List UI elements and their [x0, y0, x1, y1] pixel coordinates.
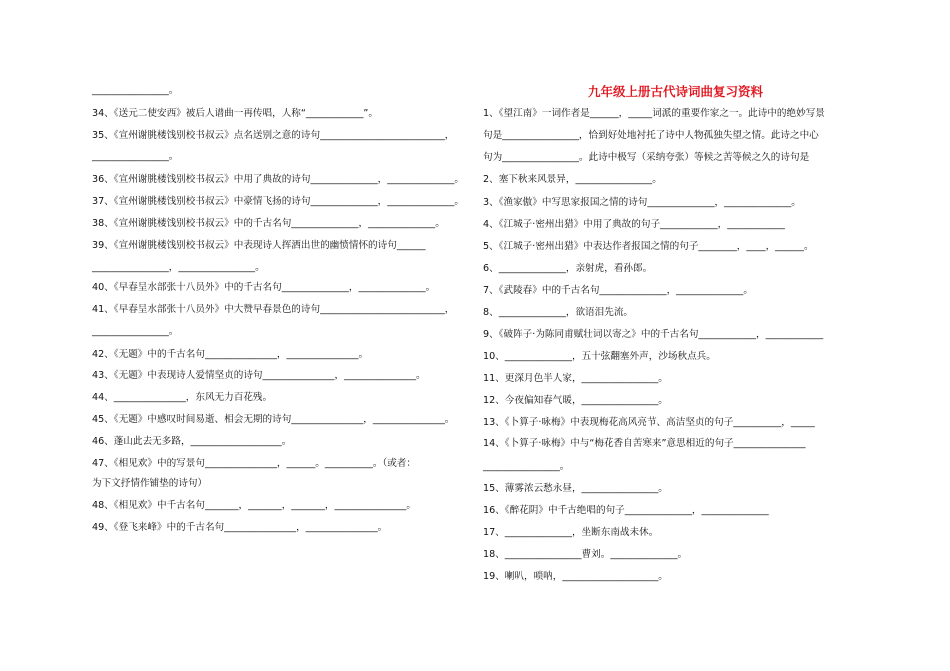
right-line: 9、《破阵子·为陈同甫赋壮词以寄之》中的千古名句____________，____________	[483, 329, 824, 340]
left-line: 39、《宣州谢朓楼饯别校书叔云》中表现诗人挥洒出世的幽愤情怀的诗句______	[92, 240, 426, 251]
left-line: 34、《送元二使安西》被后人谱曲一再传唱，人称“____________”。	[92, 108, 378, 119]
left-line: 35、《宣州谢朓楼饯别校书叔云》点名送别之意的诗句__________________________，	[92, 130, 455, 141]
right-line: 14、《卜算子·咏梅》中与“梅花香自苦寒来”意思相近的句子_______________	[483, 438, 806, 449]
left-line: 47、《相见欢》中的写景句_______________，______。__________。（或者：	[92, 458, 416, 469]
left-line: 37、《宣州谢朓楼饯别校书叔云》中豪情飞扬的诗句______________，______________。	[92, 196, 464, 207]
right-line: 5、《江城子·密州出猎》中表达作者报国之情的句子________，____，______。	[483, 241, 814, 252]
right-line: 12、今夜偏知春气暖，________________。	[483, 395, 668, 406]
right-line: 句为________________。此诗中极写（采纳夸张）等候之苦等候之久的诗句是	[483, 152, 810, 163]
left-line: ________________。	[92, 326, 179, 337]
right-line: 15、薄雾浓云愁永昼，________________。	[483, 483, 668, 494]
right-line: 11、更深月色半人家，________________。	[483, 373, 668, 384]
right-line: 3、《渔家傲》中写思家报国之情的诗句______________，______________。	[483, 197, 801, 208]
left-line: 46、蓬山此去无多路，___________________。	[92, 436, 292, 447]
left-line: ________________。	[92, 85, 179, 96]
left-line: 42、《无题》中的千古名句_______________，_______________。	[92, 349, 369, 360]
left-line: 为下文抒情作铺垫的诗句）	[92, 478, 208, 489]
left-line: ________________。	[92, 151, 179, 162]
left-line: 36、《宣州谢朓楼饯别校书叔云》中用了典故的诗句______________，______________。	[92, 174, 464, 185]
right-line: 2、塞下秋来风景异，________________。	[483, 174, 662, 185]
right-line: 4、《江城子·密州出猎》中用了典故的句子____________，____________	[483, 219, 785, 230]
left-line: 40、《早春呈水部张十八员外》中的千古名句______________，______________。	[92, 282, 436, 293]
right-line: 13、《卜算子·咏梅》中表现梅花高风亮节、高洁坚贞的句子__________，_____	[483, 417, 815, 428]
left-line: 45、《无题》中感叹时间易逝、相会无期的诗句_______________，_______________。	[92, 414, 455, 425]
right-line: 8、______________，欲语泪先流。	[483, 307, 634, 318]
right-line: 1、《望江南》一词作者是______，_____词派的重要作家之一。此诗中的绝妙写景	[483, 108, 825, 119]
right-line: 17、______________，坐断东南战未休。	[483, 527, 659, 538]
right-line: 6、______________，亲射虎，看孙郎。	[483, 263, 653, 274]
left-line: 41、《早春呈水部张十八员外》中大赞早春景色的诗句__________________________，	[92, 304, 455, 315]
left-line: 44、_______________，东风无力百花残。	[92, 392, 273, 403]
left-line: 48、《相见欢》中千古名句_______，_______，_______，_______________。	[92, 500, 417, 511]
left-line: 38、《宣州谢朓楼饯别校书叔云》中的千古名句______________，______________。	[92, 218, 445, 229]
right-line: 16、《醉花阴》中千古绝唱的句子______________，______________	[483, 505, 769, 516]
right-line: 10、______________，五十弦翻塞外声，沙场秋点兵。	[483, 351, 716, 362]
page-title: 九年级上册古代诗词曲复习资料	[588, 84, 764, 99]
right-line: 19、喇叭，唢呐，____________________。	[483, 571, 668, 582]
left-line: 49、《登飞来峰》中的千古名句_______________，_______________。	[92, 522, 388, 533]
right-line: 7、《武陵春》中的千古名句______________，______________。	[483, 285, 753, 296]
right-line: 句是________________，恰到好处地衬托了诗中人物孤独失望之情。此诗之中心	[483, 130, 819, 141]
right-line: 18、________________曹刘。______________。	[483, 549, 688, 560]
left-line: 43、《无题》中表现诗人爱情坚贞的诗句_______________，_______________。	[92, 370, 426, 381]
left-line: ________________，________________。	[92, 262, 265, 273]
right-line: ________________。	[483, 461, 570, 472]
